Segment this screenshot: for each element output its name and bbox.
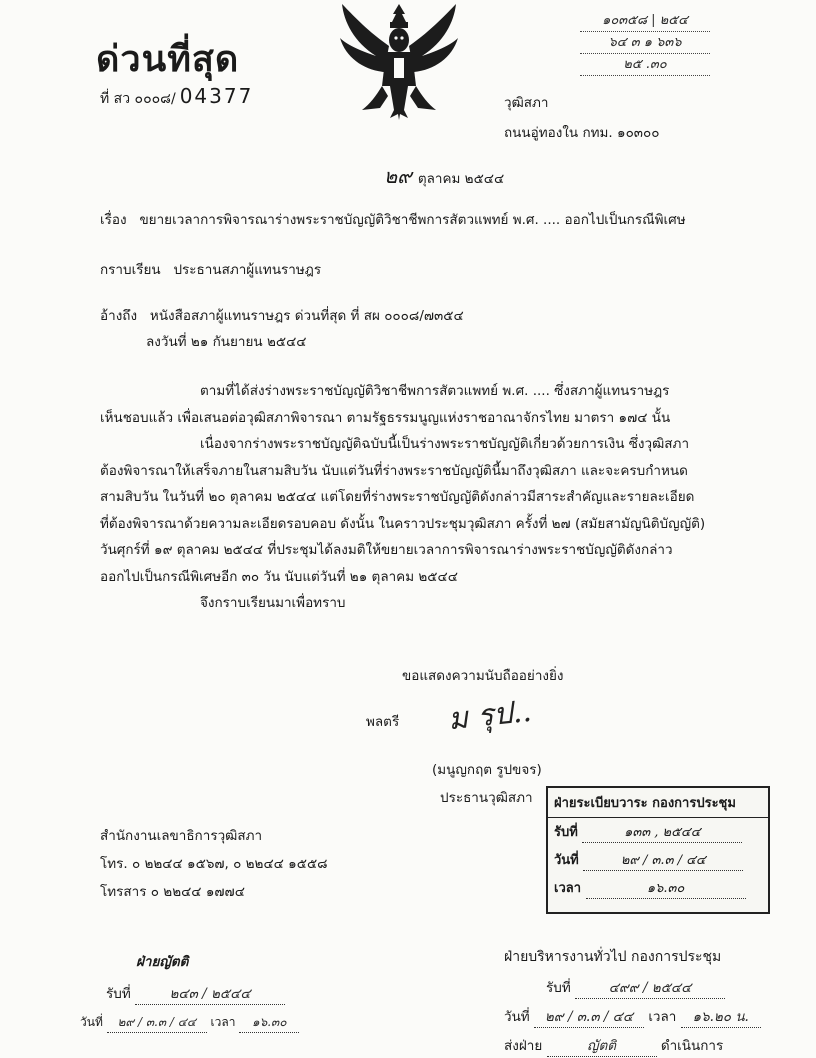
salutation-text: ประธานสภาผู้แทนราษฎร <box>173 262 322 278</box>
sender-address <box>504 88 660 148</box>
date-month-year: ตุลาคม ๒๕๔๔ <box>417 171 505 187</box>
top-receipt-annotation <box>580 10 710 76</box>
salutation-label: กราบเรียน <box>100 262 161 278</box>
letter-date <box>384 160 504 192</box>
receipt-label: วันที่ <box>504 1009 530 1025</box>
subject-text: ขยายเวลาการพิจารณาร่างพระราชบัญญัติวิชาชีพการสัตวแพทย์ พ.ศ. .... ออกไปเป็นกรณีพิเศษ <box>139 212 686 228</box>
document-number <box>100 84 253 110</box>
receipt-label: ส่งฝ่าย <box>504 1038 543 1054</box>
body-line: จึงกราบเรียนมาเพื่อทราบ <box>200 595 346 611</box>
urgent-label: ด่วนที่สุด <box>96 39 240 80</box>
body-line: ออกไปเป็นกรณีพิเศษอีก ๓๐ วัน นับแต่วันที่ ๒๑ ตุลาคม ๒๕๔๔ <box>100 568 458 585</box>
motions-receipt <box>80 950 320 1033</box>
receipt-value: ๑๖.๓๐ <box>239 1013 299 1033</box>
office-fax: โทรสาร ๐ ๒๒๔๔ ๑๗๗๔ <box>100 884 245 900</box>
general-admin-forward <box>504 1034 804 1057</box>
stamp-row-label: รับที่ <box>554 825 578 840</box>
body-line: เนื่องจากร่างพระราชบัญญัติฉบับนี้เป็นร่างพระราชบัญญัติเกี่ยวด้วยการเงิน ซึ่งวุฒิสภา <box>200 436 690 452</box>
receipt-label: รับที่ <box>546 980 571 996</box>
receipt-value: ๒๙ / ๓.๓ / ๔๔ <box>534 1005 644 1028</box>
general-admin-receipt <box>504 946 804 1057</box>
body-line: ที่ต้องพิจารณาด้วยความละเอียดรอบคอบ ดังนั้น ในคราวประชุมวุฒิสภา ครั้งที่ ๒๗ (สมัยสามัญนิติบัญญัติ) <box>100 515 706 532</box>
receipt-value: ๔๙๙ / ๒๕๔๔ <box>575 976 725 999</box>
garuda-emblem-icon <box>336 0 462 122</box>
stamp-row <box>548 874 768 902</box>
receipt-label: วันที่ <box>80 1015 103 1029</box>
office-contact <box>100 822 328 906</box>
stamp-row-value: ๒๙ / ๓.๓ / ๔๔ <box>583 849 743 871</box>
top-receipt-line-3: ๒๕ .๓๐ <box>580 54 710 76</box>
office-phone: โทร. ๐ ๒๒๔๔ ๑๕๖๗, ๐ ๒๒๔๔ ๑๕๕๘ <box>100 856 328 872</box>
top-receipt-line-1: ๑๐๓๕๘ | ๒๕๔ <box>580 10 710 32</box>
receipt-label: เวลา <box>648 1009 677 1025</box>
body-line: วันศุกร์ที่ ๑๙ ตุลาคม ๒๕๔๔ ที่ประชุมได้ลงมติให้ขยายเวลาการพิจารณาร่างพระราชบัญญัติดังกล่าว <box>100 542 673 558</box>
receipt-label: ดำเนินการ <box>660 1038 724 1054</box>
stamp-row <box>548 846 768 874</box>
subject-line <box>100 208 686 230</box>
receipt-label: เวลา <box>210 1015 236 1029</box>
signer-position: ประธานวุฒิสภา <box>440 790 533 806</box>
body-line: ตามที่ได้ส่งร่างพระราชบัญญัติวิชาชีพการสัตวแพทย์ พ.ศ. .... ซึ่งสภาผู้แทนราษฎร <box>200 383 670 399</box>
salutation-line <box>100 258 321 280</box>
receipt-value: ๒๙ / ๓.๓ / ๔๔ <box>107 1013 207 1033</box>
receipt-value: ๑๖.๒๐ น. <box>681 1005 761 1028</box>
motions-receipt-number <box>80 982 320 1005</box>
body-line: เห็นชอบแล้ว เพื่อเสนอต่อวุฒิสภาพิจารณา ตามรัฐธรรมนูญแห่งราชอาณาจักรไทย มาตรา ๑๗๔ นั้น <box>100 409 671 426</box>
signer-rank: พลตรี <box>366 714 400 730</box>
subject-label: เรื่อง <box>100 212 127 228</box>
date-day: ๒๙ <box>384 164 412 188</box>
signature-mark: ม รุป.. <box>446 693 534 738</box>
body-line: ต้องพิจารณาให้เสร็จภายในสามสิบวัน นับแต่วันที่ร่างพระราชบัญญัตินี้มาถึงวุฒิสภา และจะครบกำหนด <box>100 462 688 479</box>
reference-label: อ้างถึง <box>100 308 138 324</box>
receipt-value: ญัตติ <box>547 1034 657 1057</box>
stamp-row <box>548 818 768 846</box>
stamp-row-value: ๑๖.๓๐ <box>586 877 746 899</box>
reference-date: ลงวันที่ ๒๑ กันยายน ๒๕๔๔ <box>146 334 307 350</box>
general-admin-number <box>504 976 804 999</box>
receipt-value: ๒๔๓ / ๒๕๔๔ <box>135 982 285 1005</box>
office-name: สำนักงานเลขาธิการวุฒิสภา <box>100 828 263 844</box>
agenda-receipt-stamp <box>546 786 770 914</box>
motions-receipt-title: ฝ่ายญัตติ <box>136 954 189 970</box>
document-number-label: ที่ สว ๐๐๐๘/ <box>100 91 176 107</box>
reference-line <box>100 304 464 326</box>
reference-text: หนังสือสภาผู้แทนราษฎร ด่วนที่สุด ที่ สผ ๐๐๐๘/๗๓๕๔ <box>149 308 464 324</box>
org-address: ถนนอู่ทองใน กทม. ๑๐๓๐๐ <box>504 125 660 141</box>
motions-receipt-datetime <box>80 1013 320 1033</box>
document-number-value: 04377 <box>179 84 254 108</box>
stamp-title: ฝ่ายระเบียบวาระ กองการประชุม <box>548 788 768 818</box>
general-admin-datetime <box>504 1005 804 1028</box>
receipt-label: รับที่ <box>106 986 131 1002</box>
stamp-row-value: ๑๓๓ , ๒๕๔๔ <box>582 821 742 843</box>
general-admin-title: ฝ่ายบริหารงานทั่วไป กองการประชุม <box>504 949 722 965</box>
complimentary-close: ขอแสดงความนับถืออย่างยิ่ง <box>402 668 564 684</box>
stamp-row-label: วันที่ <box>554 853 579 868</box>
org-name: วุฒิสภา <box>504 95 549 111</box>
letter-body <box>100 378 740 617</box>
signer-name: (มนูญกฤต รูปขจร) <box>432 762 542 778</box>
body-line: สามสิบวัน ในวันที่ ๒๐ ตุลาคม ๒๕๔๔ แต่โดยที่ร่างพระราชบัญญัติดังกล่าวมีสาระสำคัญและรายละเอียด <box>100 489 695 505</box>
stamp-row-label: เวลา <box>554 881 582 896</box>
top-receipt-line-2: ๖๔ ๓ ๑ ๖๓๖ <box>580 32 710 54</box>
